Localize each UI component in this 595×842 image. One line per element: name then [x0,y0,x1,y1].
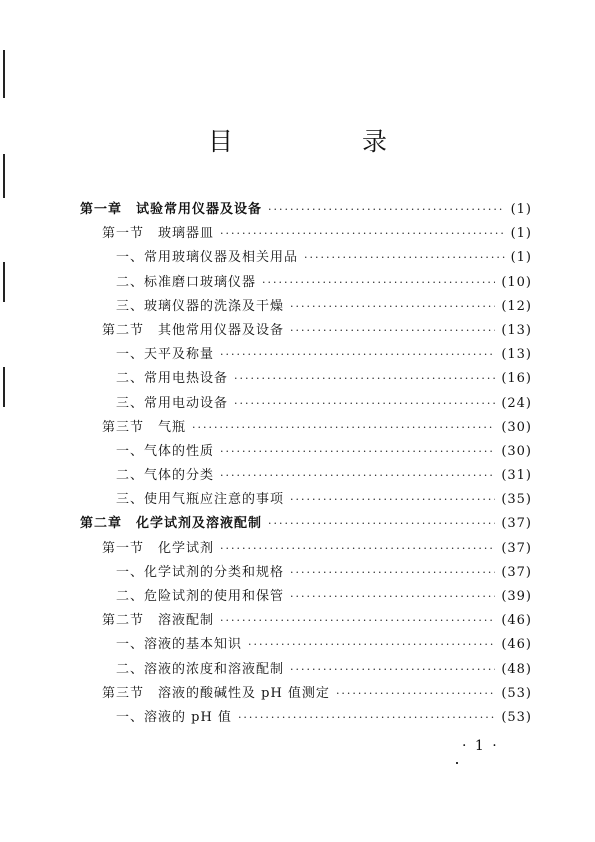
dot-leader [248,633,495,657]
toc-item-entry [80,585,532,609]
toc-section-entry [80,682,532,706]
dot-leader [336,682,495,706]
toc-entry-page: (53) [501,685,532,701]
toc-entry-label: 二、溶液的浓度和溶液配制 [116,661,285,677]
toc-section-entry [80,222,532,246]
toc-entry-label: 第三节 溶液的酸碱性及 pH 值测定 [102,685,330,701]
dot-leader [268,512,495,536]
toc-entry-page: (30) [501,443,532,459]
toc-entry-page: (1) [510,250,532,266]
toc-item-entry [80,488,532,512]
toc-entry-page: (1) [510,202,532,217]
dot-leader [304,246,505,270]
toc-entry-label: 一、天平及称量 [116,347,215,363]
toc-entry-page: (48) [501,661,532,677]
toc-entry-page: (39) [501,589,532,604]
toc-chapter-entry [80,198,532,222]
toc-entry-label: 三、使用气瓶应注意的事项 [116,492,285,508]
dot-leader [290,488,495,512]
toc-entry-label: 二、常用电热设备 [116,371,229,387]
dot-leader [220,222,505,246]
dot-leader [290,585,495,609]
dot-leader [290,561,495,585]
toc-section-entry [80,609,532,633]
toc-entry-label: 第二节 其他常用仪器及设备 [102,322,285,338]
toc-item-entry [80,658,532,682]
toc-entry-page: (10) [501,274,532,290]
toc-entry-page: (31) [501,468,532,484]
toc-entry-label: 一、常用玻璃仪器及相关用品 [116,250,299,266]
toc-entry-page: (12) [501,298,532,314]
toc-entry-label: 一、溶液的 pH 值 [116,709,232,725]
page-number: · 1 · [462,738,499,754]
toc-section-entry [80,416,532,440]
scan-speck [456,762,458,764]
dot-leader [220,440,495,464]
toc-entry-page: (1) [510,226,532,242]
dot-leader [220,537,495,561]
toc-item-entry [80,392,532,416]
toc-entry-page: (37) [501,564,532,580]
toc-entry-label: 三、常用电动设备 [116,395,229,411]
toc-entry-label: 第三节 气瓶 [102,419,187,435]
dot-leader [262,271,495,295]
toc-item-entry [80,561,532,585]
toc-entry-page: (30) [501,419,532,435]
toc-item-entry [80,295,532,319]
toc-entry-page: (13) [501,347,532,363]
toc-entry-page: (16) [501,371,532,387]
toc-entry-page: (53) [501,709,532,725]
toc-entry-label: 一、溶液的基本知识 [116,637,243,653]
dot-leader [220,343,495,367]
toc-entry-label: 一、化学试剂的分类和规格 [116,564,285,580]
dot-leader [220,464,495,488]
toc-item-entry [80,633,532,657]
toc-item-entry [80,246,532,270]
toc-entry-label: 第二节 溶液配制 [102,613,215,629]
toc-entry-label: 二、危险试剂的使用和保管 [116,589,285,604]
dot-leader [234,392,495,416]
toc-entry-page: (37) [501,540,532,556]
toc-item-entry [80,464,532,488]
toc-item-entry [80,440,532,464]
toc-item-entry [80,706,532,730]
toc-entry-page: (46) [501,613,532,629]
toc-entry-page: (24) [501,395,532,411]
dot-leader [290,295,495,319]
dot-leader [234,367,495,391]
toc-entry-page: (13) [501,322,532,338]
toc-chapter-entry [80,512,532,536]
dot-leader [268,198,505,222]
toc-item-entry [80,367,532,391]
toc-entry-label: 第一节 化学试剂 [102,540,215,556]
toc-section-entry [80,319,532,343]
toc-entry-label: 第一节 玻璃器皿 [102,226,215,242]
toc-item-entry [80,271,532,295]
dot-leader [290,319,495,343]
dot-leader [238,706,495,730]
scan-edge-mark [3,367,5,407]
toc-entry-label: 第二章 化学试剂及溶液配制 [80,516,263,532]
dot-leader [192,416,495,440]
scan-edge-mark [3,50,5,98]
page-title: 目 录 [207,127,439,156]
scan-edge-mark [3,262,5,302]
toc-entry-label: 第一章 试验常用仪器及设备 [80,202,263,217]
toc-entry-label: 二、气体的分类 [116,468,215,484]
toc-section-entry [80,537,532,561]
toc-entry-label: 一、气体的性质 [116,443,215,459]
toc-entry-label: 三、玻璃仪器的洗涤及干燥 [116,298,285,314]
toc-entry-page: (46) [501,637,532,653]
toc-entry-page: (37) [501,516,532,532]
scan-edge-mark [3,154,5,198]
table-of-contents [80,198,532,730]
toc-item-entry [80,343,532,367]
dot-leader [220,609,495,633]
dot-leader [290,658,495,682]
toc-entry-label: 二、标准磨口玻璃仪器 [116,274,257,290]
toc-entry-page: (35) [501,492,532,508]
